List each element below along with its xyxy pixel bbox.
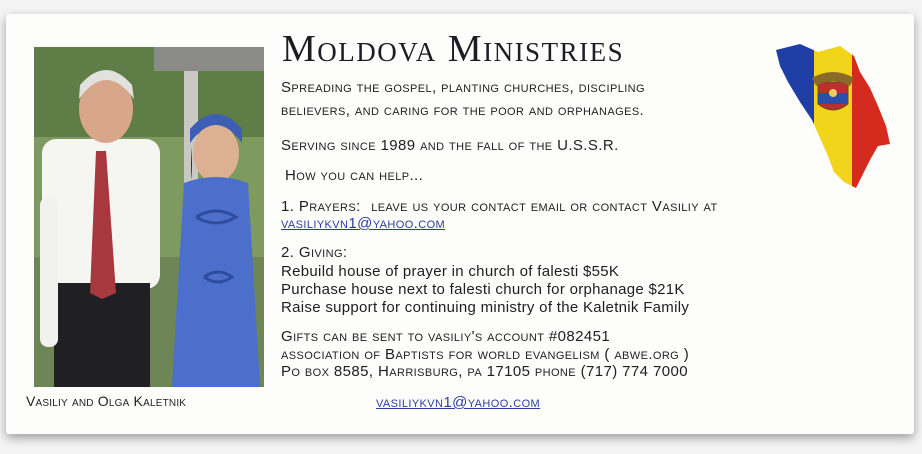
gifts-account: Gifts can be sent to vasiliy's account #082451 bbox=[281, 328, 611, 345]
footer-email-link[interactable]: vasiliykvn1@yahoo.com bbox=[376, 394, 541, 411]
serving-since: Serving since 1989 and the fall of the U.S.S.R. bbox=[281, 137, 619, 154]
couple-photo bbox=[34, 47, 264, 387]
prayers-email-link[interactable]: vasiliykvn1@yahoo.com bbox=[281, 215, 446, 232]
prayers-heading: 1. Prayers: bbox=[281, 198, 361, 215]
moldova-coat-of-arms-icon bbox=[812, 72, 854, 110]
page-title: Moldova Ministries bbox=[282, 28, 625, 70]
mission-line-2: believers, and caring for the poor and orphanages. bbox=[281, 102, 645, 119]
prayers-text: leave us your contact email or contact Vasiliy at bbox=[371, 198, 718, 215]
giving-item-2: Purchase house next to falesti church for orphanage $21K bbox=[281, 281, 685, 298]
mission-line-1: Spreading the gospel, planting churches, discipling bbox=[281, 79, 645, 96]
gifts-organization: association of Baptists for world evangelism ( abwe.org ) bbox=[281, 346, 690, 363]
photo-caption: Vasiliy and Olga Kaletnik bbox=[26, 393, 187, 409]
moldova-flag-map bbox=[774, 42, 892, 190]
giving-item-1: Rebuild house of prayer in church of falesti $55K bbox=[281, 263, 620, 280]
giving-heading: 2. Giving: bbox=[281, 244, 348, 261]
gifts-address-phone: Po box 8585, Harrisburg, pa 17105 phone (717) 774 7000 bbox=[281, 363, 688, 380]
giving-item-3: Raise support for continuing ministry of the Kaletnik Family bbox=[281, 299, 690, 316]
prayers-line bbox=[281, 199, 718, 214]
help-heading: How you can help... bbox=[285, 167, 424, 184]
